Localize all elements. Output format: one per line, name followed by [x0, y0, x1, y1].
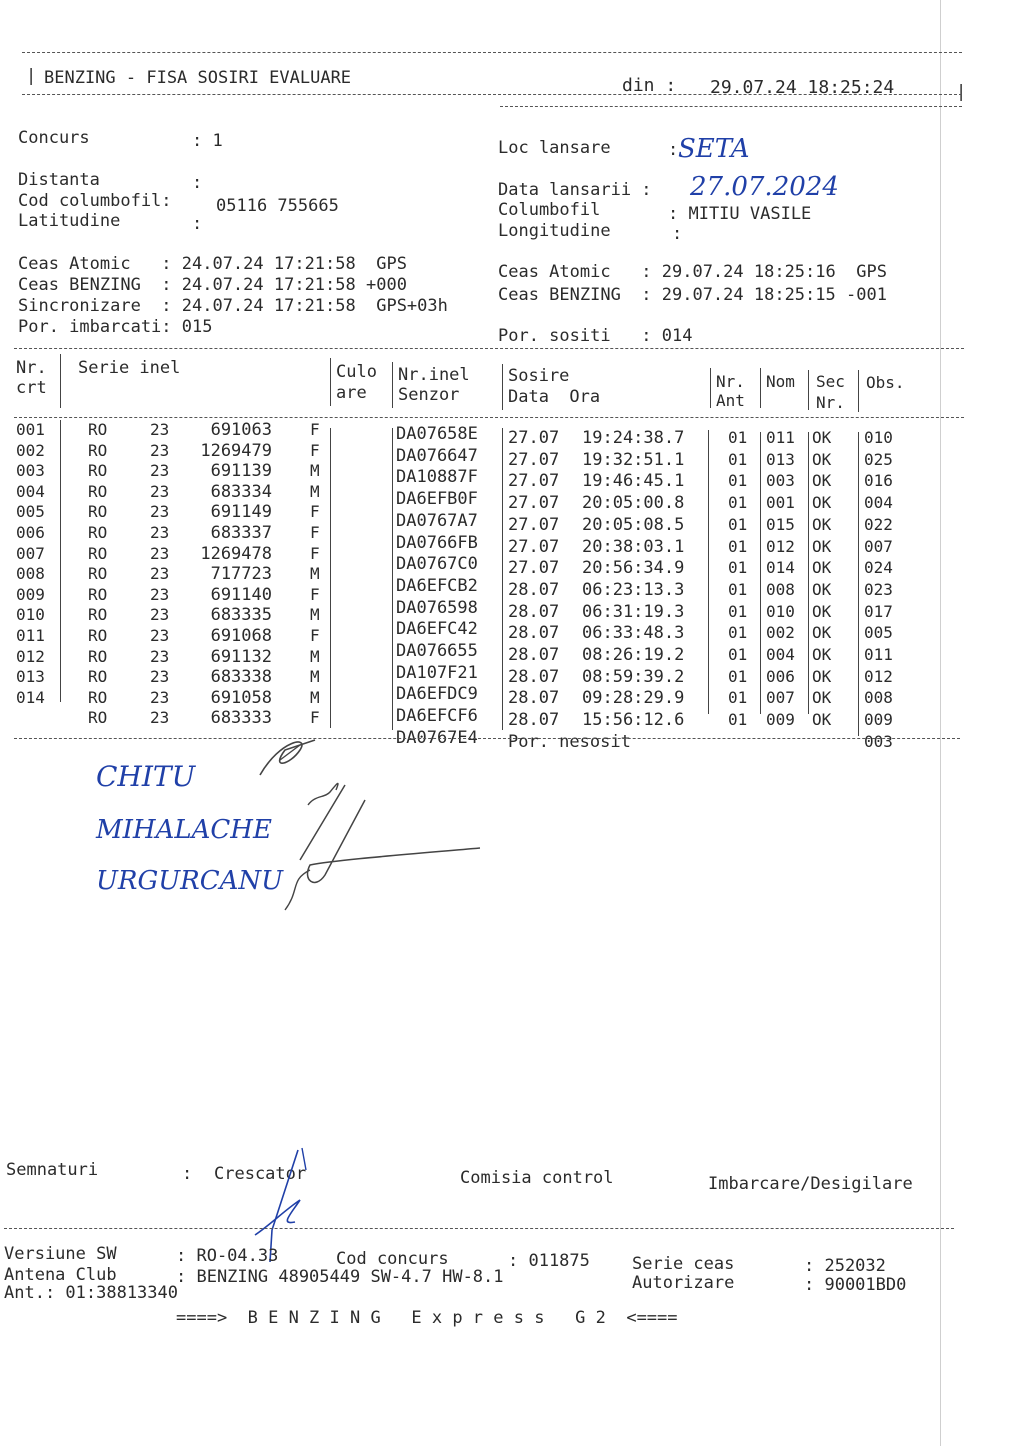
row-ant: 01 [728, 645, 748, 664]
row-year: 23 [150, 481, 170, 501]
row-country: RO [88, 502, 108, 522]
row-obs: 007 [864, 536, 893, 556]
row-country: RO [88, 687, 108, 707]
header-left-bar: | [26, 66, 37, 86]
row-time: 06:31:19.3 [582, 601, 685, 622]
columbofil-value: : MITIU VASILE [668, 204, 812, 224]
row-ant: 01 [728, 601, 748, 621]
row-sex: M [310, 461, 320, 481]
row-nom: 014 [766, 558, 795, 578]
row-year: 23 [150, 543, 170, 563]
row-year: 23 [150, 687, 170, 707]
signature-scribble-committee [240, 720, 500, 920]
row-year: 23 [150, 502, 170, 522]
row-obs: 024 [864, 558, 893, 578]
antena-label: Antena Club [4, 1265, 117, 1285]
row-obs: 025 [864, 449, 893, 469]
row-country: RO [88, 420, 108, 439]
row-date: 27.07 [508, 514, 560, 535]
row-nr: 005 [16, 502, 45, 522]
clock-right-benzing: Ceas BENZING : 29.07.24 18:25:15 -001 [498, 285, 887, 305]
row-nom: 004 [766, 645, 795, 664]
row-time: 06:23:13.3 [582, 579, 685, 600]
row-sec: OK [812, 688, 832, 708]
row-date: 27.07 [508, 493, 560, 514]
row-time: 20:38:03.1 [582, 536, 685, 557]
row-date: 27.07 [508, 428, 560, 448]
loc-lansare-label: Loc lansare [498, 138, 611, 158]
row-sex: M [310, 564, 320, 584]
row-nr: 002 [16, 440, 45, 460]
row-nom: 010 [766, 601, 795, 621]
col-sosire-1: Sosire [508, 366, 570, 386]
versiune-value: : RO-04.33 [176, 1246, 279, 1266]
row-time: 15:56:12.6 [582, 710, 685, 731]
row-sensor: DA6EFC42 [396, 619, 478, 640]
row-sex: M [310, 687, 320, 707]
row-nr: 008 [16, 564, 45, 584]
row-ant: 01 [728, 428, 748, 447]
row-sec: OK [812, 579, 832, 599]
row-date: 28.07 [508, 710, 560, 731]
handwritten-name-2: MIHALACHE [96, 815, 272, 845]
distanta-value: : [192, 173, 203, 193]
concurs-value: : 1 [192, 131, 223, 151]
row-country: RO [88, 626, 108, 645]
vrule-sosire-header [502, 364, 503, 410]
clock-left-benzing: Ceas BENZING : 24.07.24 17:21:58 +000 [18, 275, 407, 295]
row-nr: 004 [16, 481, 45, 501]
row-country: RO [88, 564, 108, 584]
handwritten-name-1: CHITU [96, 760, 196, 793]
row-nom: 013 [766, 449, 795, 469]
row-time: 09:28:29.9 [582, 688, 685, 709]
row-sec: OK [812, 558, 832, 578]
col-obs: Obs. [866, 373, 905, 392]
row-nom: 011 [766, 428, 795, 447]
autorizare-label: Autorizare [632, 1273, 735, 1293]
row-country: RO [88, 481, 108, 501]
loc-lansare-sep: : [668, 140, 679, 160]
row-sensor: DA6EFCF6 [396, 706, 478, 727]
clock-left-sync: Sincronizare : 24.07.24 17:21:58 GPS+03h [18, 296, 448, 316]
row-ant: 01 [728, 558, 748, 578]
concurs-label: Concurs [18, 128, 90, 148]
row-country: RO [88, 543, 108, 563]
vrule-inel-header [392, 362, 393, 408]
row-ring: 691068 [210, 626, 272, 646]
row-country: RO [88, 461, 108, 481]
row-nom: 002 [766, 623, 795, 643]
row-nr: 006 [16, 523, 45, 542]
loc-lansare-value: SETA [678, 134, 750, 164]
row-nr: 007 [16, 543, 45, 563]
row-sex: F [310, 523, 320, 542]
row-year: 23 [150, 708, 170, 728]
row-date: 28.07 [508, 666, 560, 687]
row-ring: 691139 [210, 461, 272, 482]
row-ring: 1269478 [200, 543, 272, 564]
comisia-control-label: Comisia control [460, 1168, 614, 1188]
row-ant: 01 [728, 449, 748, 469]
row-country: RO [88, 708, 108, 728]
row-sec: OK [812, 601, 832, 621]
row-ring: 683337 [210, 523, 272, 543]
latitudine-label: Latitudine [18, 211, 121, 231]
row-time: 19:32:51.1 [582, 449, 685, 470]
row-year: 23 [150, 420, 170, 439]
row-ring: 1269479 [200, 440, 272, 461]
col-sec-2: Nr. [816, 393, 845, 412]
row-date: 27.07 [508, 558, 560, 579]
col-nr-2: crt [16, 378, 47, 398]
row-ant: 01 [728, 688, 748, 708]
row-sensor: DA107F21 [396, 662, 478, 683]
row-sex: M [310, 481, 320, 501]
row-date: 28.07 [508, 601, 560, 622]
header-top-rule [22, 52, 962, 53]
row-sec: OK [812, 536, 832, 556]
col-culo-1: Culo [336, 362, 377, 382]
row-sensor: DA0767C0 [396, 554, 478, 575]
row-year: 23 [150, 646, 170, 666]
crescator-label: Crescator [214, 1164, 307, 1184]
row-sensor: DA0767A7 [396, 510, 478, 531]
vrule-obs-header [858, 370, 859, 412]
row-obs: 017 [864, 601, 893, 621]
row-time: 20:05:00.8 [582, 493, 685, 514]
row-sensor: DA0767E4 [396, 727, 478, 748]
cod-concurs-value: : 011875 [508, 1251, 590, 1271]
clock-left-atomic: Ceas Atomic : 24.07.24 17:21:58 GPS [18, 254, 407, 274]
semnaturi-label: Semnaturi [6, 1160, 99, 1180]
row-obs: 023 [864, 579, 893, 599]
row-sec: OK [812, 471, 832, 491]
row-obs: 008 [864, 688, 893, 708]
row-ring: 691063 [210, 420, 272, 440]
row-nr: 012 [16, 646, 45, 666]
row-sensor: DA10887F [396, 467, 478, 488]
row-ring: 683333 [210, 708, 272, 729]
row-sec: OK [812, 645, 832, 664]
row-ant: 01 [728, 666, 748, 686]
table-row [0, 420, 1024, 448]
header-din-value: 29.07.24 18:25:24 [710, 77, 895, 98]
col-sosire-2: Data Ora [508, 387, 601, 407]
row-sensor: DA0766FB [396, 532, 478, 553]
row-year: 23 [150, 564, 170, 584]
data-lansarii-label: Data lansarii : [498, 180, 652, 200]
row-obs: 009 [864, 710, 893, 730]
vrule-sec-header [808, 370, 809, 410]
imbarcare-label: Imbarcare/Desigilare [708, 1174, 913, 1194]
row-date: 28.07 [508, 579, 560, 600]
cod-columbofil-label: Cod columbofil: [18, 191, 172, 211]
col-nr-1: Nr. [16, 358, 47, 378]
row-obs: 012 [864, 666, 893, 686]
row-time: 06:33:48.3 [582, 623, 685, 644]
row-sensor: DA6EFCB2 [396, 575, 478, 596]
col-inel-2: Senzor [398, 385, 460, 405]
table-row [0, 440, 1024, 470]
row-sex: F [310, 543, 320, 563]
row-sensor: DA076647 [396, 445, 478, 466]
row-nom: 006 [766, 666, 795, 686]
row-nom: 007 [766, 688, 795, 708]
distanta-label: Distanta [18, 170, 100, 190]
row-time: 08:59:39.2 [582, 666, 685, 687]
row-ant: 01 [728, 493, 748, 513]
row-sex: F [310, 708, 320, 728]
semnaturi-sep: : [182, 1164, 193, 1184]
row-year: 23 [150, 523, 170, 542]
col-inel-1: Nr.inel [398, 365, 470, 385]
handwritten-name-3: URGURCANU [96, 866, 284, 896]
row-country: RO [88, 646, 108, 666]
row-sex: F [310, 502, 320, 522]
row-ring: 691132 [210, 646, 272, 667]
row-sensor: DA6EFB0F [396, 489, 478, 510]
row-country: RO [88, 605, 108, 625]
row-date: 27.07 [508, 471, 560, 492]
row-ring: 691058 [210, 687, 272, 708]
header-din-label: din : [622, 75, 677, 96]
row-obs: 016 [864, 471, 893, 491]
row-nom: 003 [766, 471, 795, 491]
row-year: 23 [150, 584, 170, 604]
row-nom: 001 [766, 493, 795, 513]
columbofil-label: Columbofil [498, 200, 601, 220]
header-right-bar: | [956, 82, 967, 102]
row-ant: 01 [728, 710, 748, 730]
table-row [0, 708, 1024, 752]
row-year: 23 [150, 605, 170, 625]
row-ring: 717723 [210, 564, 272, 585]
col-culo-2: are [336, 383, 367, 403]
longitudine-label: Longitudine [498, 221, 611, 241]
row-nom: 015 [766, 514, 795, 534]
por-sositi: Por. sositi : 014 [498, 326, 693, 346]
row-nr: 010 [16, 605, 45, 625]
row-time: 08:26:19.2 [582, 645, 685, 665]
row-obs: 004 [864, 493, 893, 513]
row-year: 23 [150, 440, 170, 460]
row-sec: OK [812, 449, 832, 469]
row-sensor: DA076598 [396, 597, 478, 618]
vrule-culo-header [330, 358, 331, 406]
row-time: 20:56:34.9 [582, 558, 685, 579]
row-year: 23 [150, 461, 170, 481]
col-nom: Nom [766, 372, 795, 391]
col-ant-1: Nr. [716, 372, 745, 391]
row-nr: 014 [16, 687, 45, 707]
header-bottom-rule [22, 94, 962, 95]
vrule-nr-header [60, 354, 61, 408]
vrule-nom-header [760, 368, 761, 408]
row-obs: 003 [864, 731, 893, 751]
row-obs: 022 [864, 514, 893, 534]
cod-columbofil-value: 05116 755665 [216, 196, 339, 216]
row-country: RO [88, 523, 108, 542]
row-ring: 691140 [210, 584, 272, 605]
row-sec: OK [812, 623, 832, 643]
row-sex: F [310, 584, 320, 604]
row-ring: 683338 [210, 667, 272, 688]
row-sex: M [310, 605, 320, 625]
header-title: BENZING - FISA SOSIRI EVALUARE [44, 68, 352, 88]
row-date: 28.07 [508, 623, 560, 644]
row-time: 19:24:38.7 [582, 428, 685, 448]
row-sec: OK [812, 666, 832, 686]
row-time: 19:46:45.1 [582, 471, 685, 492]
row-nr: 011 [16, 626, 45, 645]
row-ring: 683334 [210, 481, 272, 502]
footer-top-rule [4, 1228, 954, 1229]
row-sensor: DA6EFDC9 [396, 684, 478, 705]
col-serie: Serie inel [78, 358, 181, 378]
row-sex: M [310, 667, 320, 687]
row-ant: 01 [728, 536, 748, 556]
row-ring: 683335 [210, 605, 272, 626]
row-sex: F [310, 626, 320, 645]
row-date: 28.07 [508, 645, 560, 665]
row-sec: OK [812, 710, 832, 730]
row-ant: 01 [728, 579, 748, 599]
cod-concurs-label: Cod concurs [336, 1249, 449, 1269]
row-country: RO [88, 440, 108, 460]
row-ant: 01 [728, 623, 748, 643]
antenna-id: Ant.: 01:38813340 [4, 1283, 178, 1303]
row-sensor: DA07658E [396, 424, 478, 444]
row-country: RO [88, 584, 108, 604]
autorizare-value: : 90001BD0 [804, 1275, 907, 1295]
row-sex: F [310, 420, 320, 439]
row-sec: OK [812, 428, 832, 447]
row-nr: 001 [16, 420, 45, 439]
serie-ceas-label: Serie ceas [632, 1254, 735, 1274]
longitudine-value: : [672, 224, 683, 244]
vrule-ant-header [710, 368, 711, 408]
row-date: 27.07 [508, 449, 560, 470]
row-nom: 012 [766, 536, 795, 556]
row-obs: 005 [864, 623, 893, 643]
table-header-rule [14, 417, 964, 418]
latitudine-value: : [192, 214, 203, 234]
row-sex: F [310, 440, 320, 460]
row-year: 23 [150, 667, 170, 687]
row-nom: 009 [766, 710, 795, 730]
serie-ceas-value: : 252032 [804, 1256, 886, 1276]
row-time: 20:05:08.5 [582, 514, 685, 535]
clock-right-atomic: Ceas Atomic : 29.07.24 18:25:16 GPS [498, 262, 887, 282]
row-date: 27.07 [508, 536, 560, 557]
row-ring: 691149 [210, 502, 272, 523]
row-date: Por. nesosit [508, 731, 631, 752]
row-nr: 013 [16, 667, 45, 687]
row-sex: M [310, 646, 320, 666]
row-nr: 003 [16, 461, 45, 481]
row-sensor: DA076655 [396, 641, 478, 661]
row-obs: 010 [864, 428, 893, 447]
row-nr: 009 [16, 584, 45, 604]
header-right-rule [500, 106, 962, 107]
antena-value: : BENZING 48905449 SW-4.7 HW-8.1 [176, 1267, 504, 1287]
versiune-label: Versiune SW [4, 1244, 117, 1264]
row-sec: OK [812, 514, 832, 534]
row-nom: 008 [766, 579, 795, 599]
table-top-rule [14, 348, 964, 349]
row-ant: 01 [728, 471, 748, 491]
row-year: 23 [150, 626, 170, 645]
row-country: RO [88, 667, 108, 687]
por-imbarcati: Por. imbarcati: 015 [18, 317, 213, 337]
row-obs: 011 [864, 645, 893, 664]
col-sec-1: Sec [816, 372, 845, 391]
row-sec: OK [812, 493, 832, 513]
row-ant: 01 [728, 514, 748, 534]
benzing-express-banner: ====> B E N Z I N G E x p r e s s G 2 <==== [176, 1308, 678, 1328]
data-lansarii-value: 27.07.2024 [690, 172, 839, 202]
row-date: 28.07 [508, 688, 560, 709]
col-ant-2: Ant [716, 391, 745, 410]
